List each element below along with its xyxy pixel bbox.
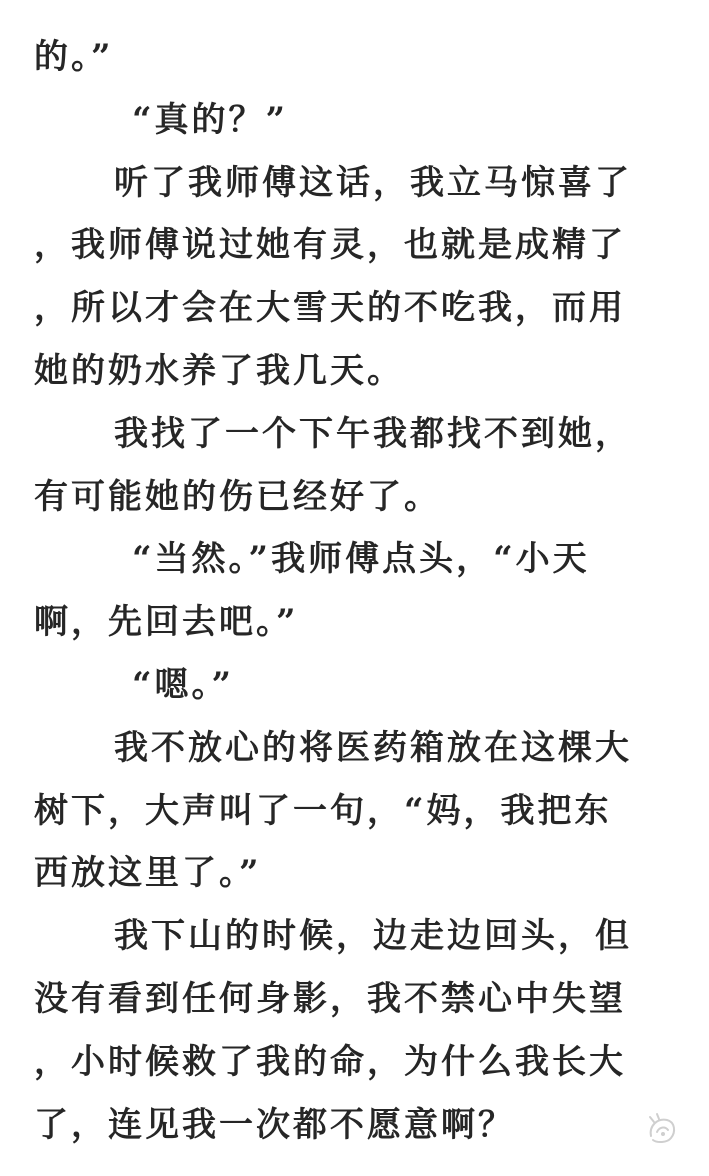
- text-line: “真的？”: [132, 99, 289, 140]
- text-line: 有可能她的伤已经好了。: [34, 476, 441, 517]
- text-line: 我不放心的将医药箱放在这棵大: [114, 727, 632, 768]
- text-line: 没有看到任何身影，我不禁心中失望: [34, 978, 626, 1019]
- app-logo-icon: [645, 1112, 679, 1146]
- text-line: 树下，大声叫了一句，“妈，我把东: [34, 790, 612, 831]
- text-line: ，所以才会在大雪天的不吃我，而用: [34, 288, 626, 329]
- text-line: ，小时候救了我的命，为什么我长大: [34, 1041, 626, 1082]
- chapter-text: [34, 26, 674, 1156]
- text-line: ，我师傅说过她有灵，也就是成精了: [34, 225, 626, 266]
- text-line: 啊，先回去吧。”: [34, 602, 299, 643]
- text-line: 了，连见我一次都不愿意啊？: [34, 1104, 515, 1145]
- text-line: 的。”: [34, 37, 114, 77]
- text-line: 听了我师傅这话，我立马惊喜了: [114, 162, 632, 203]
- text-line: 我找了一个下午我都找不到她，: [114, 413, 632, 454]
- text-line: 西放这里了。”: [34, 853, 262, 894]
- text-line: 她的奶水养了我几天。: [34, 350, 404, 391]
- text-line: “当然。”我师傅点头，“小天: [132, 539, 590, 580]
- text-line: “嗯。”: [132, 664, 235, 705]
- text-line: 我下山的时候，边走边回头，但: [114, 916, 632, 957]
